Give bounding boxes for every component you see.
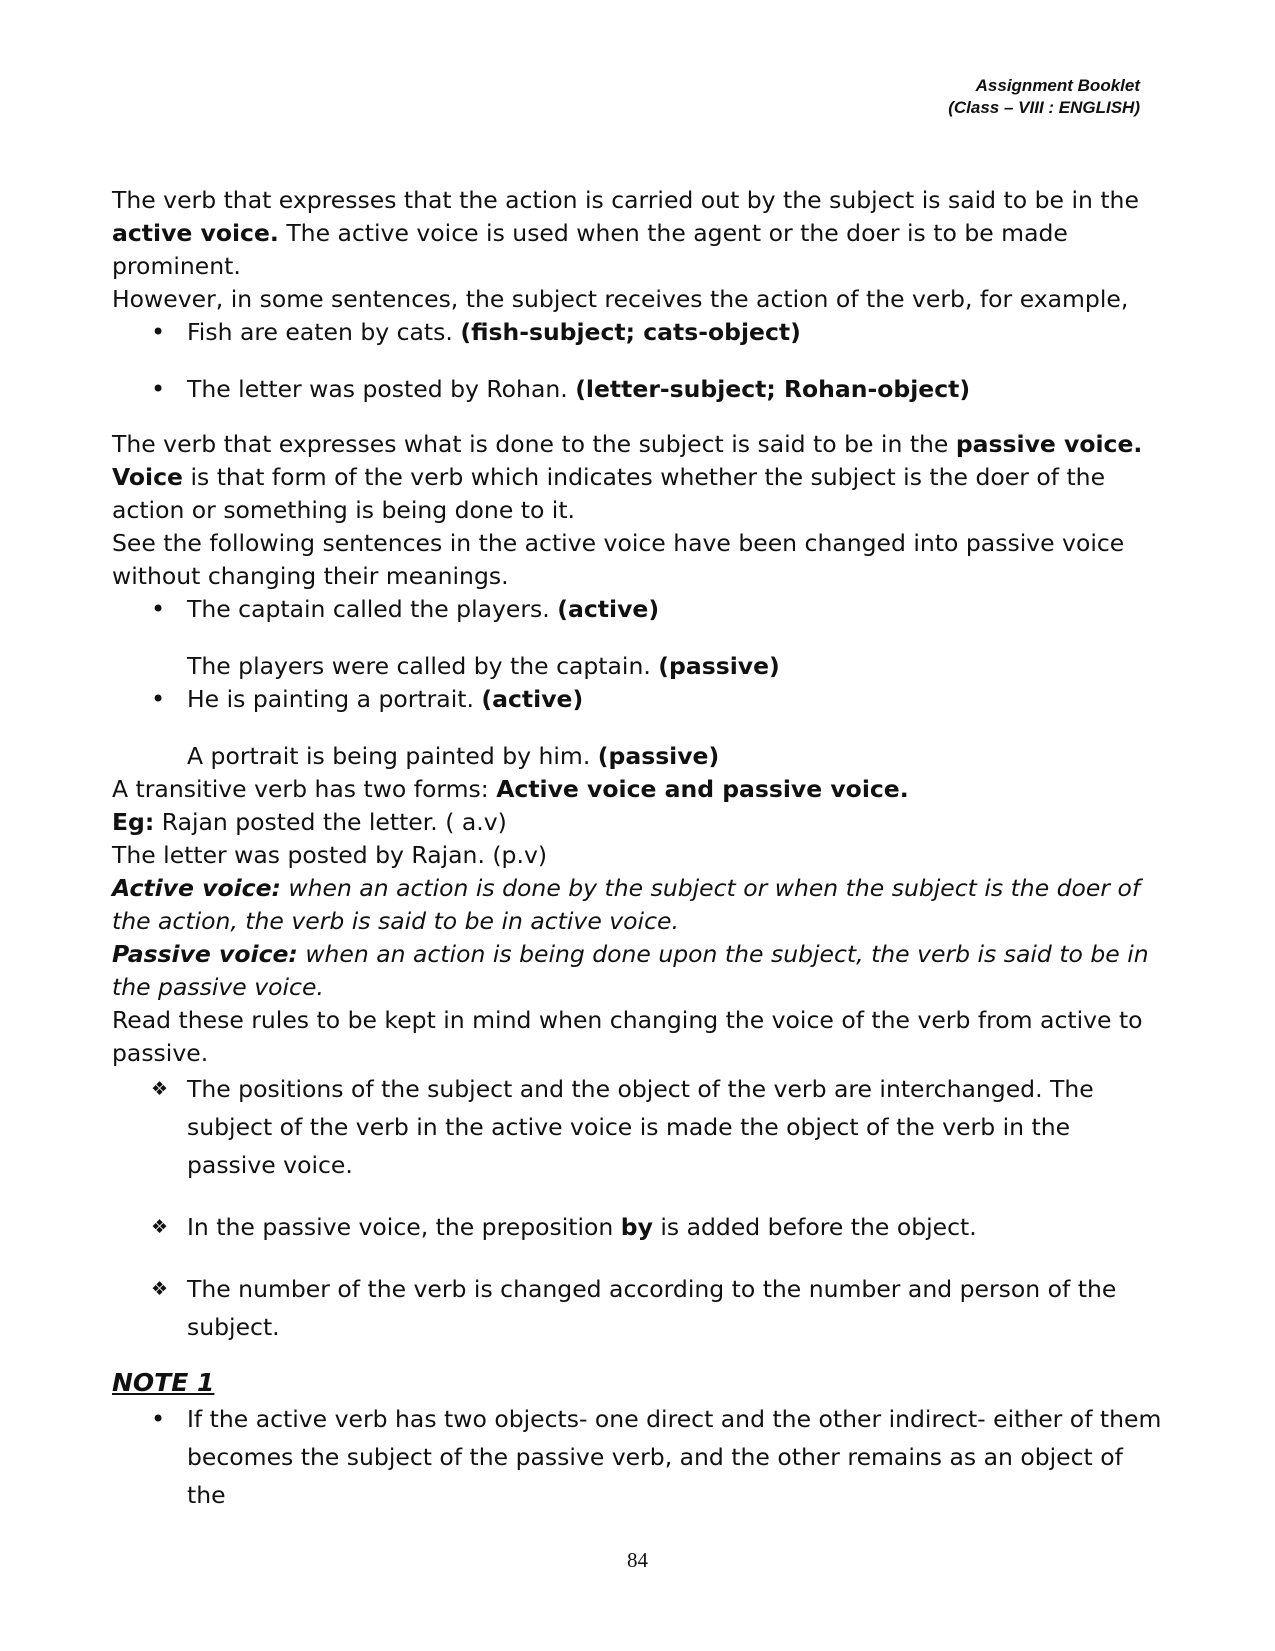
page-body [112,184,1162,1514]
header-subtitle: (Class – VIII : ENGLISH) [948,98,1140,117]
header-title: Assignment Booklet [975,76,1140,95]
active-passive-examples-2 [112,683,1162,716]
voice-definition: Voice is that form of the verb which indicates whether the subject is the doer of the action or something is being done to it. [112,463,1106,524]
active-passive-examples [112,593,1162,626]
eg-line-2: The letter was posted by Rajan. (p.v) [112,841,548,869]
eg-line-1: Eg: Rajan posted the letter. ( a.v) [112,808,507,836]
rules-list [112,1070,1162,1346]
passive-definition: The verb that expresses what is done to the subject is said to be in the passive voice. [112,430,1143,458]
passive-example: The players were called by the captain. (passive) [187,652,780,680]
see-following: See the following sentences in the active voice have been changed into passive voice without changing their meanings. [112,529,1125,590]
list-item: • If the active verb has two objects- one direct and the other indirect- either of them becomes the subject of the passive verb, and the other remains as an object of the [187,1400,1162,1514]
page-header [948,75,1140,119]
passive-example: A portrait is being painted by him. (passive) [187,742,720,770]
active-voice-definition: Active voice: when an action is done by the subject or when the subject is the doer of the action, the verb is said to be in active voice. [112,874,1141,935]
page-number: 84 [627,1548,648,1572]
rules-intro: Read these rules to be kept in mind when changing the voice of the verb from active to passive. [112,1006,1143,1067]
list-item: • He is painting a portrait. (active) [187,683,1162,716]
list-item: ❖ In the passive voice, the preposition by is added before the object. [187,1208,1162,1246]
list-item: ❖ The number of the verb is changed according to the number and person of the subject. [187,1270,1162,1346]
list-item: • The captain called the players. (active) [187,593,1162,626]
note-heading: NOTE 1 [112,1368,215,1397]
passive-voice-definition: Passive voice: when an action is being done upon the subject, the verb is said to be in the passive voice. [112,940,1149,1001]
list-item: ❖ The positions of the subject and the object of the verb are interchanged. The subject of the verb in the active voice is made the object of the verb in the passive voice. [187,1070,1162,1184]
note-list [112,1400,1162,1514]
list-item: • Fish are eaten by cats. (fish-subject; cats-object) [187,316,1162,349]
transitive-verb: A transitive verb has two forms: Active voice and passive voice. [112,775,909,803]
intro-example-lead: However, in some sentences, the subject receives the action of the verb, for example, [112,285,1129,313]
intro-paragraph: The verb that expresses that the action is carried out by the subject is said to be in the active voice. The active voice is used when the agent or the doer is to be made prominent. [112,186,1139,280]
list-item: • The letter was posted by Rohan. (letter-subject; Rohan-object) [187,373,1162,406]
subject-object-examples [112,316,1162,406]
